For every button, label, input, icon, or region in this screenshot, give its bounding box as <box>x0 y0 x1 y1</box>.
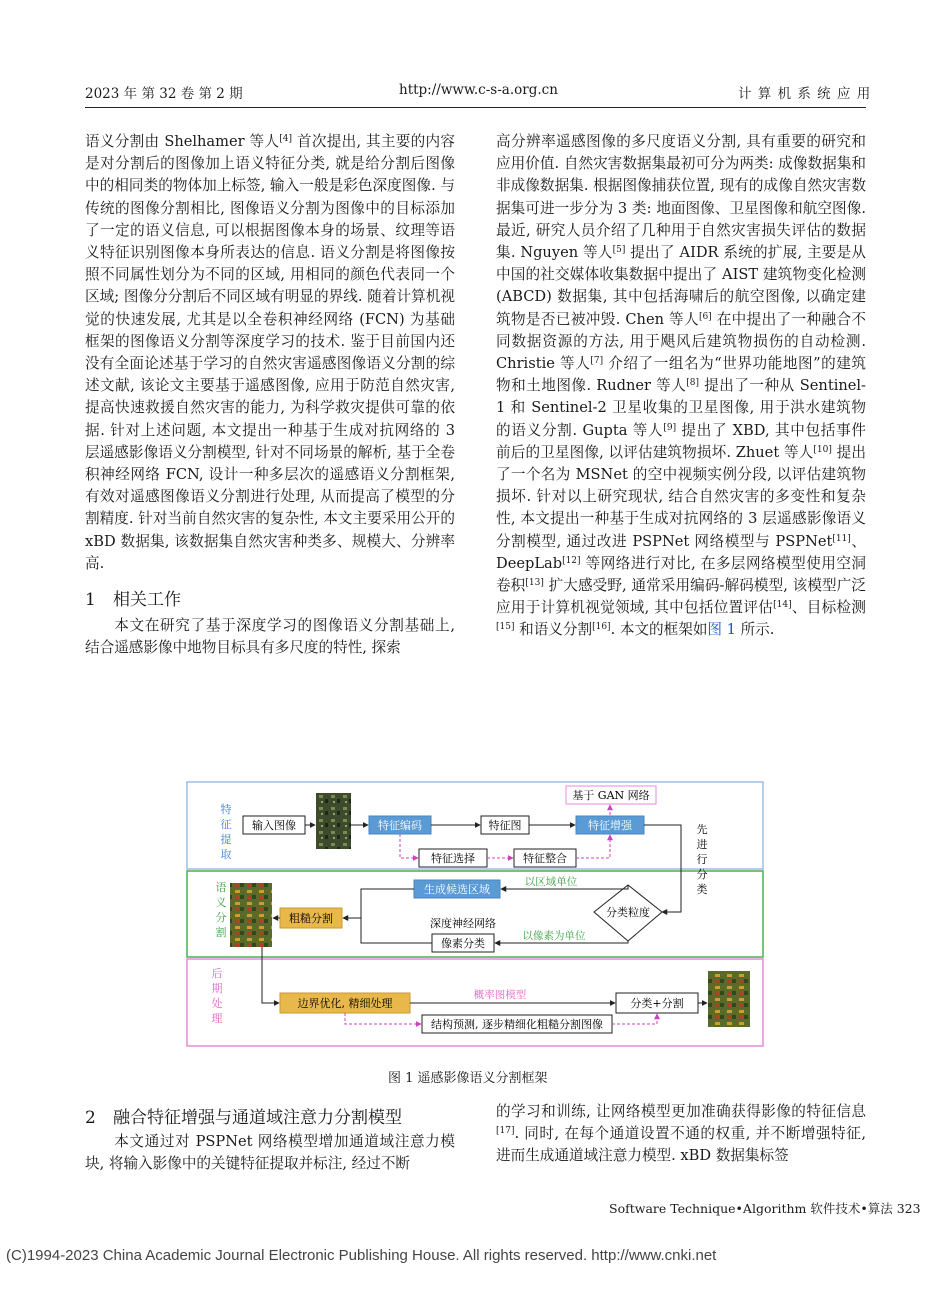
coarse-satellite-image <box>230 883 272 947</box>
section-2-number: 2 <box>85 1108 96 1128</box>
arrow-pixel-to-coarse <box>361 918 432 943</box>
citation-ref[interactable]: [13] <box>525 578 544 589</box>
arrow-refine-to-structure <box>345 1013 421 1024</box>
feature-map-text: 特征图 <box>488 819 522 832</box>
section-2-right-paragraph <box>496 1101 866 1168</box>
pixel-classify-text: 像素分类 <box>441 937 485 950</box>
section-2-heading <box>85 1103 402 1128</box>
text-run: 提出了 AIDR 系统的扩展, 主要是从中国的社交媒体收集数据中提出了 AIST 建筑物变化检测 (ABCD) 数据集, 其中包括海啸后的航空图像, 以确定建筑物是否已被冲毁. Chen 等人 <box>496 244 866 328</box>
text-run: 扩大感受野, 通常采用编码-解码模型, 该模型广泛应用于计算机视觉领域, 其中包括位置评估 <box>496 577 866 617</box>
text-run: 高分辨率遥感图像的多尺度语义分割, 具有重要的研究和应用价值. 自然灾害数据集最初可分为两类: 成像数据集和非成像数据集. 根据图像捕获位置, 现有的成像自然灾害数据集可进一步分为 3 类: 地面图像、卫星图像和航空图像. 最近, 研究人员介绍了几种用于自然灾害损失评估的数据集. Nguyen 等人 <box>496 133 866 262</box>
text-run: 所示. <box>735 621 775 639</box>
output-satellite-image <box>708 971 750 1027</box>
text-run: 语义分割由 Shelhamer 等人 <box>85 133 280 150</box>
section-2-left-text <box>85 1131 455 1175</box>
citation-ref[interactable]: [10] <box>813 444 832 455</box>
text-run: . 同时, 在每个通道设置不通的权重, 并不断增强特征, 进而生成通道域注意力模型. xBD 数据集标签 <box>496 1125 866 1165</box>
arrow-structure-to-output <box>612 1014 657 1024</box>
section-2-title: 融合特征增强与通道域注意力分割模型 <box>113 1108 402 1128</box>
text-run: 提出了一个名为 MSNet 的空中视频实例分段, 以评估建筑物损坏. 针对以上研究现状, 结合自然灾害的多变性和复杂性, 本文提出一种基于生成对抗网络的 3 层遥感影像语义分割模型, 通过改进 PSPNet 网络模型与 PSPNet <box>496 443 867 550</box>
gan-network-text: 基于 GAN 网络 <box>572 789 650 802</box>
text-run: 在中提出了一种融合不同数据资源的方法, 用于飓风后建筑物损伤的自动检测. Christie 等人 <box>496 310 866 373</box>
generate-region-text: 生成候选区域 <box>424 883 490 896</box>
structure-predict-text: 结构预测, 逐步精细化粗糙分割图像 <box>431 1018 603 1031</box>
left-column <box>85 131 455 660</box>
section-2-right-text <box>496 1101 866 1168</box>
feature-select-text: 特征选择 <box>431 852 475 865</box>
pre-classify-label: 先进行分类 <box>696 823 708 896</box>
figure-ref-link[interactable]: 图 1 <box>707 621 736 639</box>
text-run: 介绍了一组名为“世界功能地图”的建筑物和土地图像. Rudner 等人 <box>496 355 866 395</box>
pixel-unit-text: 以像素为单位 <box>522 930 586 942</box>
region-unit-text: 以区域单位 <box>524 876 578 888</box>
arrow-encoding-to-select <box>400 834 418 858</box>
section-1-number: 1 <box>85 590 96 611</box>
left-paragraph-2 <box>85 615 455 659</box>
citation-ref[interactable]: [16] <box>592 622 611 633</box>
feature-integrate-text: 特征整合 <box>523 852 567 865</box>
input-satellite-image <box>316 793 351 849</box>
prob-graph-text: 概率图模型 <box>473 989 527 1001</box>
text-run: 的学习和训练, 让网络模型更加准确获得影像的特征信息 <box>496 1103 866 1120</box>
text-run: 等网络进行对比, 在多层网络模型使用空洞卷积 <box>496 554 866 595</box>
copyright-notice: (C)1994-2023 China Academic Journal Electronic Publishing House. All rights reserved. http://www.cnki.net <box>6 1247 717 1264</box>
dnn-text: 深度神经网络 <box>430 917 496 930</box>
issue-info: 2023 年 第 32 卷 第 2 期 <box>85 86 243 102</box>
input-image-text: 输入图像 <box>252 819 296 832</box>
figure-1-caption: 图 1 遥感影像语义分割框架 <box>388 1071 548 1086</box>
text-run: 和语义分割 <box>514 621 593 639</box>
citation-ref[interactable]: [15] <box>496 622 515 633</box>
feature-enhance-text: 特征增强 <box>588 819 632 832</box>
text-run: 首次提出, 其主要的内容是对分割后的图像加上语义特征分类, 就是给分割后图像中的相同类的物体加上标签, 输入一般是彩色深度图像. 与传统的图像分割相比, 图像语义分割为图像中的目标添加了一定的语义信息, 可以根据图像本身的场景、纹理等语义特征识别图像本身所表达的信息. 语义分割是将图像按照不同属性划分为不同的区域, 用相同的颜色代表同一个区域; 图像分分割后不同区域有明显的界线. 随着计算机视觉的快速发展, 尤其是以全卷积神经网络 (FCN) 为基础框架的图像语义分割等深度学习的技术. 鉴于目前国内还没有全面论述基于学习的自然灾害遥感图像语义分割的综述文献, 该论文主要基于遥感图像, 应用于防范自然灾害, 提高快速救援自然灾害的能力, 为科学救灾提供可靠的依据. 针对上述问题, 本文提出一种基于生成对抗网络的 3 层遥感影像语义分割模型, 针对不同场景的解析, 基于全卷积神经网络 FCN, 设计一种多层次的遥感语义分割框架, 有效对遥感图像语义分割进行处理, 从而提高了模型的分割精度. 针对当前自然灾害的复杂性, 本文主要采用公开的 xBD 数据集, 该数据集自然灾害种类多、规模大、分辨率高. <box>85 133 456 572</box>
citation-ref[interactable]: [14] <box>773 600 792 611</box>
citation-ref[interactable]: [17] <box>496 1126 515 1137</box>
text-run: 本文在研究了基于深度学习的图像语义分割基础上, 结合遥感影像中地物目标具有多尺度的特性, 探索 <box>85 617 455 657</box>
text-run: 、DeepLab <box>496 532 866 572</box>
text-run: 、目标检测 <box>791 599 866 617</box>
coarse-segment-text: 粗糙分割 <box>289 912 333 925</box>
right-column <box>496 131 866 642</box>
feature-encoding-text: 特征编码 <box>378 819 422 832</box>
text-run: . 本文的框架如 <box>610 621 708 639</box>
classify-segment-text: 分类+分割 <box>630 997 684 1010</box>
arrow-integrate-to-enhance <box>576 835 610 858</box>
journal-name: 计 算 机 系 统 应 用 <box>738 86 872 102</box>
citation-ref[interactable]: [9] <box>663 422 677 433</box>
citation-ref[interactable]: [11] <box>832 533 851 544</box>
section-1-title: 相关工作 <box>113 590 181 611</box>
citation-ref[interactable]: [4] <box>279 134 293 144</box>
stage-3-label: 后期处理 <box>211 967 223 1025</box>
left-paragraph-1 <box>85 131 455 575</box>
citation-ref[interactable]: [6] <box>698 311 712 322</box>
citation-ref[interactable]: [7] <box>590 356 604 367</box>
page-footer: Software Technique•Algorithm 软件技术•算法 323 <box>609 1201 921 1216</box>
journal-url[interactable]: http://www.c-s-a.org.cn <box>399 82 558 98</box>
citation-ref[interactable]: [8] <box>686 378 700 389</box>
text-run: 本文通过对 PSPNet 网络模型增加通道域注意力模块, 将输入影像中的关键特征提取并标注, 经过不断 <box>85 1133 455 1173</box>
arrow-region-to-coarse <box>343 889 414 918</box>
stage-2-label: 语义分割 <box>215 881 227 939</box>
boundary-refine-text: 边界优化, 精细处理 <box>297 997 393 1010</box>
figure-1-framework-diagram <box>186 781 766 1049</box>
citation-ref[interactable]: [5] <box>612 245 626 256</box>
section-2-left-paragraph <box>85 1131 455 1175</box>
arrow-coarse-to-refine <box>262 947 279 1003</box>
right-paragraph-1 <box>496 131 866 642</box>
classify-granularity-text: 分类粒度 <box>606 906 650 919</box>
text-run: 提出了一种从 Sentinel-1 和 Sentinel-2 卫星收集的卫星图像, 用于洪水建筑物的语义分割. Gupta 等人 <box>496 377 866 439</box>
citation-ref[interactable]: [12] <box>562 555 581 566</box>
stage-1-label: 特征提取 <box>220 803 232 861</box>
header-rule <box>85 107 866 108</box>
section-1-heading <box>85 589 455 611</box>
text-run: 提出了 XBD, 其中包括事件前后的卫星图像, 以评估建筑物损坏. Zhuet 等人 <box>496 421 866 461</box>
